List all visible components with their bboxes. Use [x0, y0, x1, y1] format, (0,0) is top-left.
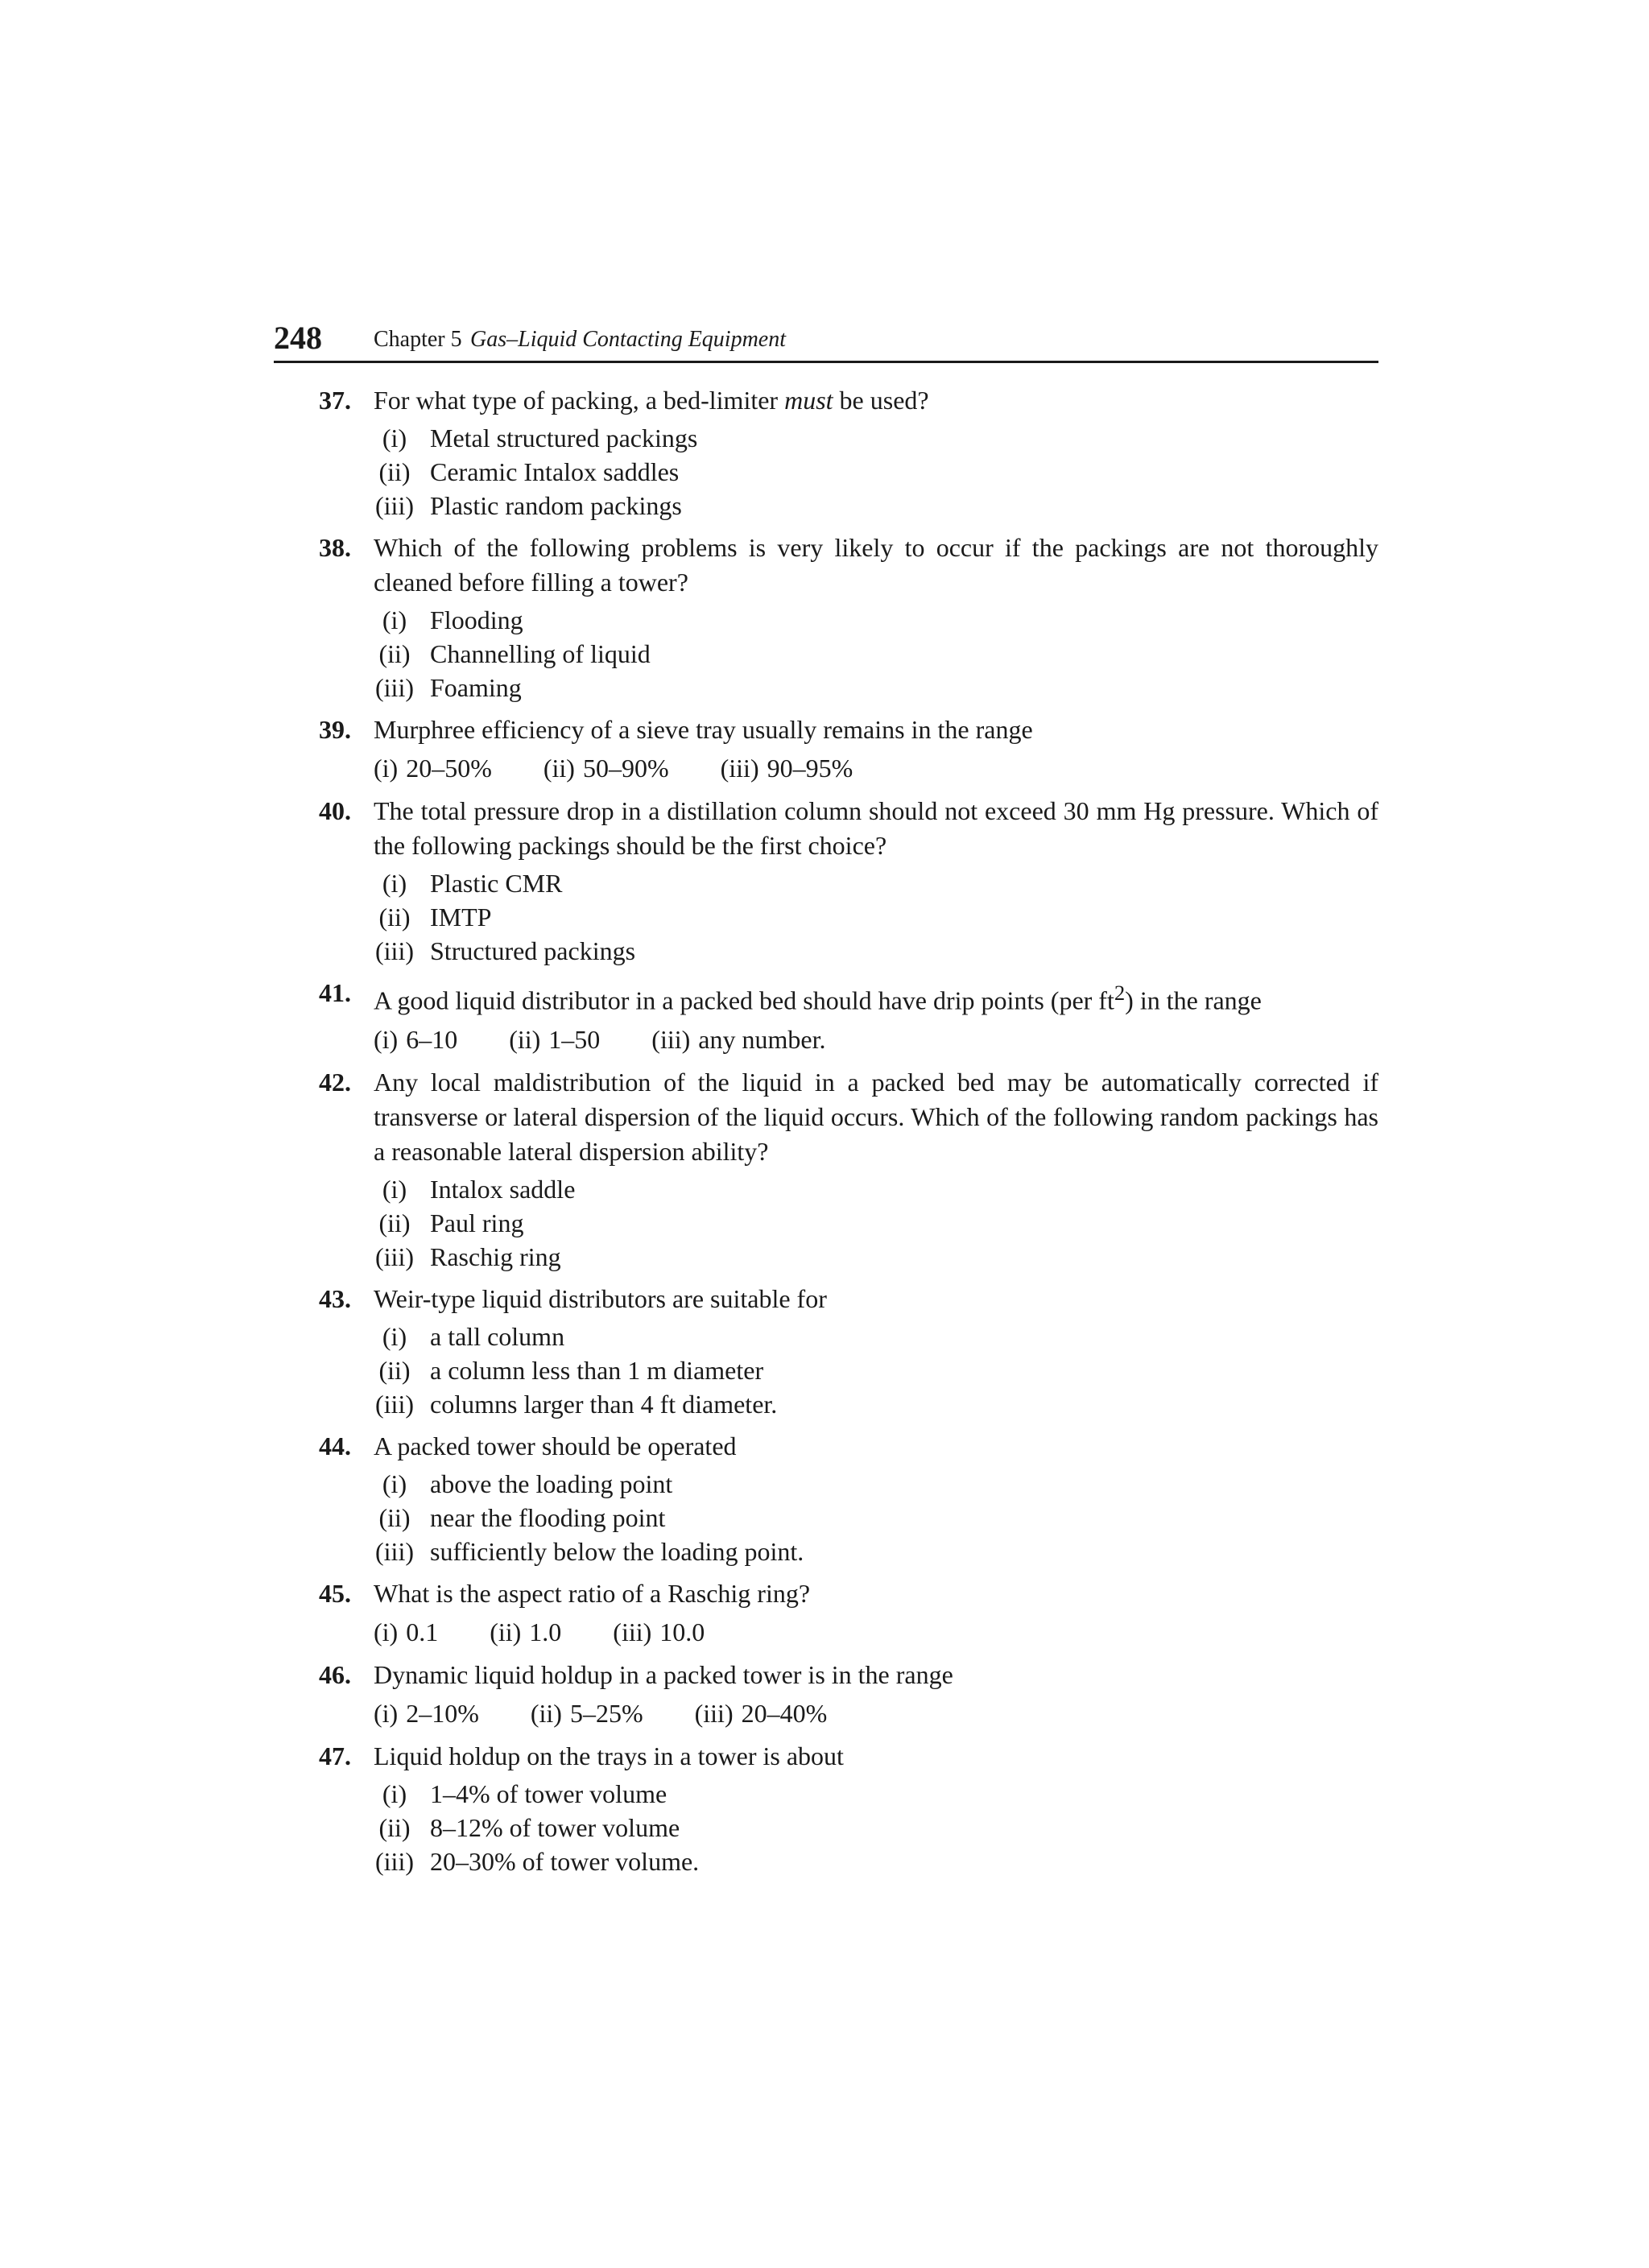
option-list	[374, 750, 1378, 786]
question-45	[274, 1576, 1378, 1650]
option-list	[374, 1467, 1378, 1568]
option-text: 5–25%	[569, 1698, 643, 1728]
option	[374, 1777, 1378, 1811]
option-text: sufficiently below the loading point.	[430, 1536, 804, 1566]
question-text: A good liquid distributor in a packed bed should have drip points (per $ft^2$) in the range	[374, 981, 1262, 1015]
chapter-title: Gas–Liquid Contacting Equipment	[470, 327, 786, 352]
option-text: columns larger than 4 ft diameter.	[430, 1389, 778, 1419]
option-text: 1–4% of tower volume	[430, 1778, 667, 1808]
option	[374, 421, 1378, 455]
option-label: (ii)	[378, 1355, 411, 1385]
option-label: (iii)	[375, 673, 414, 702]
question-40	[274, 794, 1378, 968]
question-47	[274, 1739, 1378, 1878]
option-text: Intalox saddle	[430, 1174, 576, 1204]
question-37	[274, 383, 1378, 523]
option-text: above the loading point	[430, 1469, 673, 1498]
question-number: 42.	[319, 1067, 351, 1097]
option-label: (i)	[382, 1778, 407, 1808]
option-label: (i)	[374, 754, 399, 783]
option-text: 20–30% of tower volume.	[430, 1846, 700, 1876]
option	[374, 1501, 1378, 1535]
option	[374, 1696, 479, 1731]
question-text: For what type of packing, a bed-limiter must be used?	[374, 386, 929, 415]
option-list	[374, 1614, 1378, 1650]
option-label: (iii)	[720, 754, 759, 783]
option	[651, 1022, 825, 1057]
option-label: (i)	[382, 1321, 407, 1351]
question-number: 41.	[319, 978, 351, 1007]
question-number: 47.	[319, 1741, 351, 1770]
question-38	[274, 531, 1378, 704]
option-text: 10.0	[659, 1617, 705, 1646]
option-label: (i)	[382, 869, 407, 898]
option-text: a tall column	[430, 1321, 565, 1351]
option-text: Flooding	[430, 605, 523, 634]
option-text: 1–50	[548, 1024, 601, 1054]
option	[721, 750, 853, 786]
option	[543, 750, 669, 786]
option-label: (ii)	[530, 1698, 562, 1728]
option-label: (ii)	[509, 1024, 541, 1054]
option-text: any number.	[698, 1024, 826, 1054]
option-list	[374, 421, 1378, 523]
option-text: Ceramic Intalox saddles	[430, 457, 680, 486]
option	[374, 1320, 1378, 1353]
option-label: (i)	[382, 605, 407, 634]
option-text: 20–50%	[406, 754, 492, 783]
option-label: (iii)	[375, 936, 414, 965]
option-text: 2–10%	[406, 1698, 479, 1728]
option	[374, 455, 1378, 489]
question-number: 39.	[319, 715, 351, 744]
question-text: Any local maldistribution of the liquid in a packed bed may be automatically corrected if transverse or lateral dispersion of the liquid occurs. Which of the following random packings has a reasonable lateral dispersion ability?	[374, 1067, 1378, 1166]
option-text: Structured packings	[430, 936, 636, 965]
question-text: A packed tower should be operated	[374, 1431, 737, 1460]
option	[374, 1535, 1378, 1568]
question-text: Weir-type liquid distributors are suitable for	[374, 1283, 827, 1313]
option	[374, 1467, 1378, 1501]
question-number: 46.	[319, 1659, 351, 1689]
question-text: Liquid holdup on the trays in a tower is about	[374, 1741, 844, 1770]
option-label: (i)	[382, 423, 407, 452]
question-number: 45.	[319, 1578, 351, 1608]
question-number: 43.	[319, 1283, 351, 1313]
option-label: (ii)	[378, 1502, 411, 1532]
superscript: 2	[1114, 981, 1126, 1005]
option-label: (iii)	[375, 1846, 414, 1876]
option-label: (iii)	[375, 491, 414, 520]
option-label: (i)	[382, 1469, 407, 1498]
option-label: (iii)	[613, 1617, 652, 1646]
question-number: 38.	[319, 533, 351, 562]
question-number: 44.	[319, 1431, 351, 1460]
option	[509, 1022, 600, 1057]
option-text: IMTP	[430, 903, 492, 932]
option	[374, 1845, 1378, 1878]
option	[613, 1614, 705, 1650]
option-label: (i)	[382, 1174, 407, 1204]
option	[374, 866, 1378, 900]
option-list	[374, 603, 1378, 704]
option-text: 1.0	[529, 1617, 562, 1646]
option-label: (ii)	[378, 1812, 411, 1842]
question-44	[274, 1429, 1378, 1568]
option-label: (ii)	[378, 457, 411, 486]
question-text: Murphree efficiency of a sieve tray usually remains in the range	[374, 715, 1033, 744]
option	[374, 1614, 438, 1650]
option-label: (iii)	[375, 1241, 414, 1271]
option-list	[374, 1172, 1378, 1274]
option	[695, 1696, 828, 1731]
question-number: 37.	[319, 386, 351, 415]
option-label: (i)	[374, 1617, 399, 1646]
option-text: near the flooding point	[430, 1502, 666, 1532]
option-label: (ii)	[378, 903, 411, 932]
page-number: 248	[274, 320, 322, 356]
option-text: Channelling of liquid	[430, 639, 651, 668]
option	[374, 1811, 1378, 1845]
option	[374, 1240, 1378, 1274]
emphasis: must	[784, 386, 833, 415]
question-text: The total pressure drop in a distillation column should not exceed 30 mm Hg pressure. Which of the following packings should be the first choice?	[374, 796, 1378, 860]
option	[374, 934, 1378, 968]
option	[374, 900, 1378, 934]
option	[374, 1172, 1378, 1206]
option-text: 20–40%	[741, 1698, 828, 1728]
option-text: Foaming	[430, 673, 522, 702]
question-list	[274, 383, 1378, 1886]
option-label: (ii)	[378, 639, 411, 668]
question-text: Dynamic liquid holdup in a packed tower is in the range	[374, 1659, 953, 1689]
option-list	[374, 1777, 1378, 1878]
option-text: Plastic random packings	[430, 491, 682, 520]
option-text: Plastic CMR	[430, 869, 563, 898]
option	[531, 1696, 643, 1731]
option-text: 90–95%	[767, 754, 853, 783]
option	[374, 1353, 1378, 1387]
option-label: (i)	[374, 1024, 399, 1054]
question-43	[274, 1282, 1378, 1421]
option	[374, 1022, 457, 1057]
option	[374, 671, 1378, 704]
option-text: Raschig ring	[430, 1241, 561, 1271]
option-list	[374, 1320, 1378, 1421]
question-41	[274, 976, 1378, 1057]
option-text: 6–10	[406, 1024, 458, 1054]
option-label: (iii)	[375, 1536, 414, 1566]
option-label: (i)	[374, 1698, 399, 1728]
option-text: 0.1	[406, 1617, 439, 1646]
option-label: (iii)	[694, 1698, 734, 1728]
question-text: What is the aspect ratio of a Raschig ring?	[374, 1578, 811, 1608]
option-text: 8–12% of tower volume	[430, 1812, 680, 1842]
option-label: (ii)	[490, 1617, 522, 1646]
question-text: Which of the following problems is very likely to occur if the packings are not thoroughly cleaned before filling a tower?	[374, 533, 1378, 597]
chapter-label: Chapter 5	[374, 327, 462, 352]
option-label: (ii)	[543, 754, 575, 783]
question-46	[274, 1658, 1378, 1731]
option	[374, 489, 1378, 523]
option-text: Metal structured packings	[430, 423, 698, 452]
option	[490, 1614, 561, 1650]
option-text: Paul ring	[430, 1208, 524, 1237]
option	[374, 637, 1378, 671]
question-42	[274, 1065, 1378, 1274]
option-list	[374, 1022, 1378, 1057]
option	[374, 603, 1378, 637]
option-text: a column less than 1 m diameter	[430, 1355, 764, 1385]
option-label: (ii)	[378, 1208, 411, 1237]
option-label: (iii)	[375, 1389, 414, 1419]
option-text: 50–90%	[582, 754, 669, 783]
option-label: (iii)	[651, 1024, 691, 1054]
option	[374, 750, 492, 786]
option-list	[374, 866, 1378, 968]
question-39	[274, 713, 1378, 786]
question-number: 40.	[319, 796, 351, 825]
option	[374, 1387, 1378, 1421]
option	[374, 1206, 1378, 1240]
option-list	[374, 1696, 1378, 1731]
running-header	[274, 319, 1378, 363]
